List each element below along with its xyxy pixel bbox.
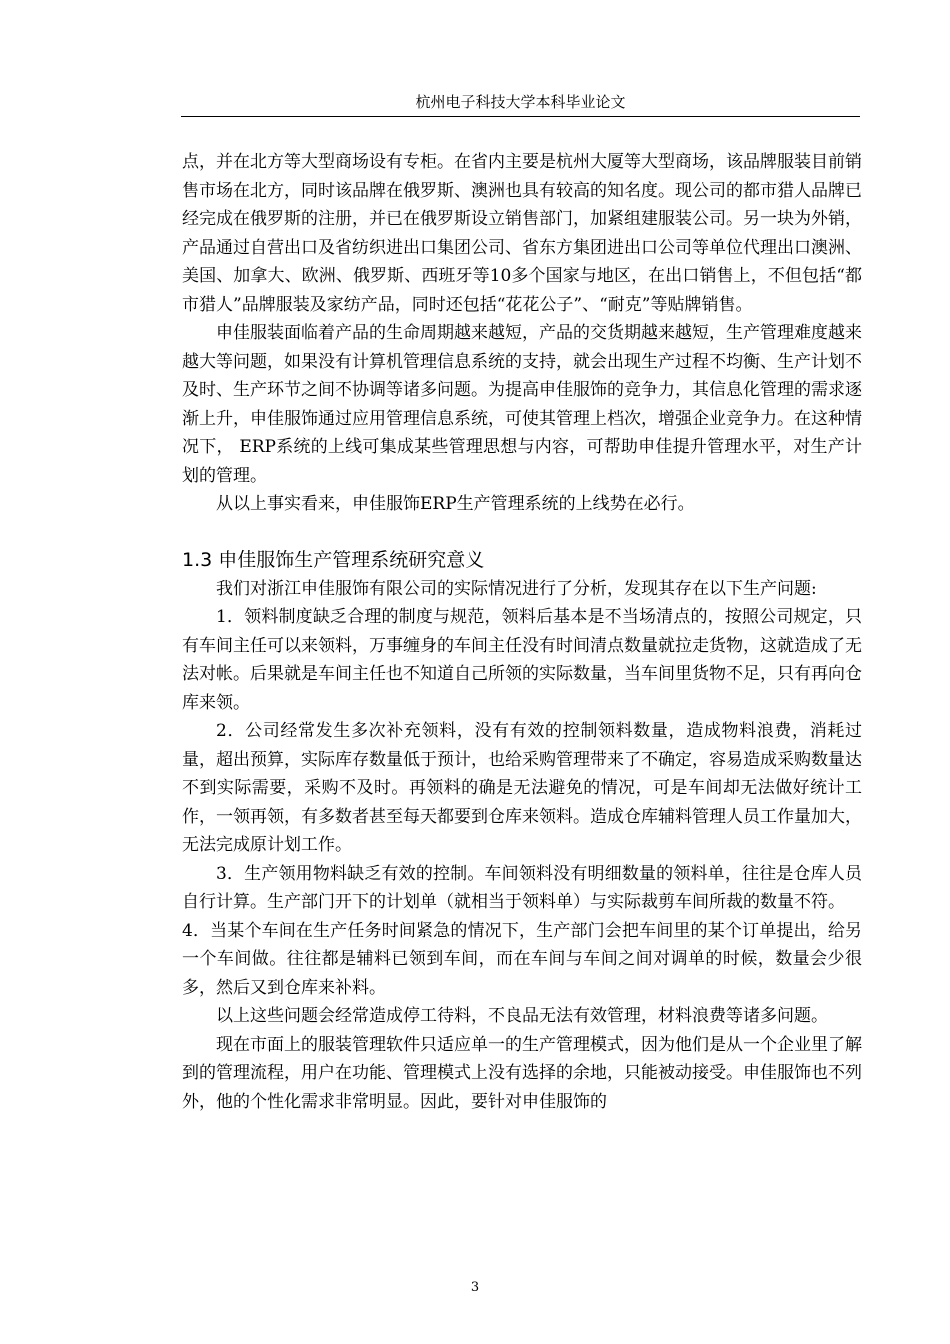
- header-divider: [181, 116, 860, 117]
- paragraph-intro: 我们对浙江申佳服饰有限公司的实际情况进行了分析，发现其存在以下生产问题:: [216, 578, 817, 599]
- paragraph-conclusion: 从以上事实看来，申佳服饰ERP生产管理系统的上线势在必行。: [216, 494, 695, 514]
- section-spacer: [182, 519, 862, 545]
- paragraph-continued: 点，并在北方等大型商场设有专柜。在省内主要是杭州大厦等大型商场，该品牌服装目前销售市场在北方，同时该品牌在俄罗斯、澳洲也具有较高的知名度。现公司的都市猎人品牌已经完成在俄罗斯的注册，并已在俄罗斯设立销售部门，加紧组建服装公司。另一块为外销，产品通过自营出口及省纺织进出口集团公司、省东方集团进出口公司等单位代理出口澳洲、美国、加拿大、欧洲、俄罗斯、西班牙等10多个国家与地区，在出口销售上，不但包括“都市猎人”品牌服装及家纺产品，同时还包括“花花公子”、“耐克”等贴牌销售。: [182, 152, 862, 315]
- page-number: 3: [470, 1280, 480, 1295]
- list-item-problem-4: 4．当某个车间在生产任务时间紧急的情况下，生产部门会把车间里的某个订单提出，给另一个车间做。往往都是辅料已领到车间，而在车间与车间之间对调单的时候，数量会少很多，然后又到仓库来补料。: [182, 920, 862, 998]
- paragraph-erp-background: 申佳服装面临着产品的生命周期越来越短，产品的交货期越来越短，生产管理难度越来越大等问题，如果没有计算机管理信息系统的支持，就会出现生产过程不均衡、生产计划不及时、生产环节之间不协调等诸多问题。为提高申佳服饰的竞争力，其信息化管理的需求逐渐上升，申佳服饰通过应用管理信息系统，可使其管理上档次，增强企业竞争力。在这种情况下， ERP系统的上线可集成某些管理思想与内容，可帮助申佳提升管理水平，对生产计划的管理。: [182, 323, 862, 486]
- list-item-problem-3: 3．生产领用物料缺乏有效的控制。车间领料没有明细数量的领料单，往往是仓库人员自行计算。生产部门开下的计划单（就相当于领料单）与实际裁剪车间所裁的数量不符。: [182, 863, 862, 912]
- running-header: 杭州电子科技大学本科毕业论文: [415, 93, 626, 111]
- section-heading: 1.3 申佳服饰生产管理系统研究意义: [182, 548, 485, 571]
- paragraph-software: 现在市面上的服装管理软件只适应单一的生产管理模式，因为他们是从一个企业里了解到的管理流程，用户在功能、管理模式上没有选择的余地，只能被动接受。申佳服饰也不列外，他的个性化需求非常明显。因此，要针对申佳服饰的: [182, 1034, 862, 1112]
- paragraph-summary: 以上这些问题会经常造成停工待料，不良品无法有效管理，材料浪费等诸多问题。: [216, 1006, 828, 1026]
- list-item-problem-2: 2．公司经常发生多次补充领料，没有有效的控制领料数量，造成物料浪费，消耗过量，超出预算，实际库存数量低于预计，也给采购管理带来了不确定，容易造成采购数量达不到实际需要，采购不及时。再领料的确是无法避免的情况，可是车间却无法做好统计工作，一领再领，有多数者甚至每天都要到仓库来领料。造成仓库辅料管理人员工作量加大，无法完成原计划工作。: [182, 721, 862, 855]
- page-body: [182, 148, 862, 1116]
- list-item-problem-1: 1．领料制度缺乏合理的制度与规范，领料后基本是不当场清点的，按照公司规定，只有车间主任可以来领料，万事缠身的车间主任没有时间清点数量就拉走货物，这就造成了无法对帐。后果就是车间主任也不知道自己所领的实际数量，当车间里货物不足，只有再向仓库来领。: [182, 607, 862, 713]
